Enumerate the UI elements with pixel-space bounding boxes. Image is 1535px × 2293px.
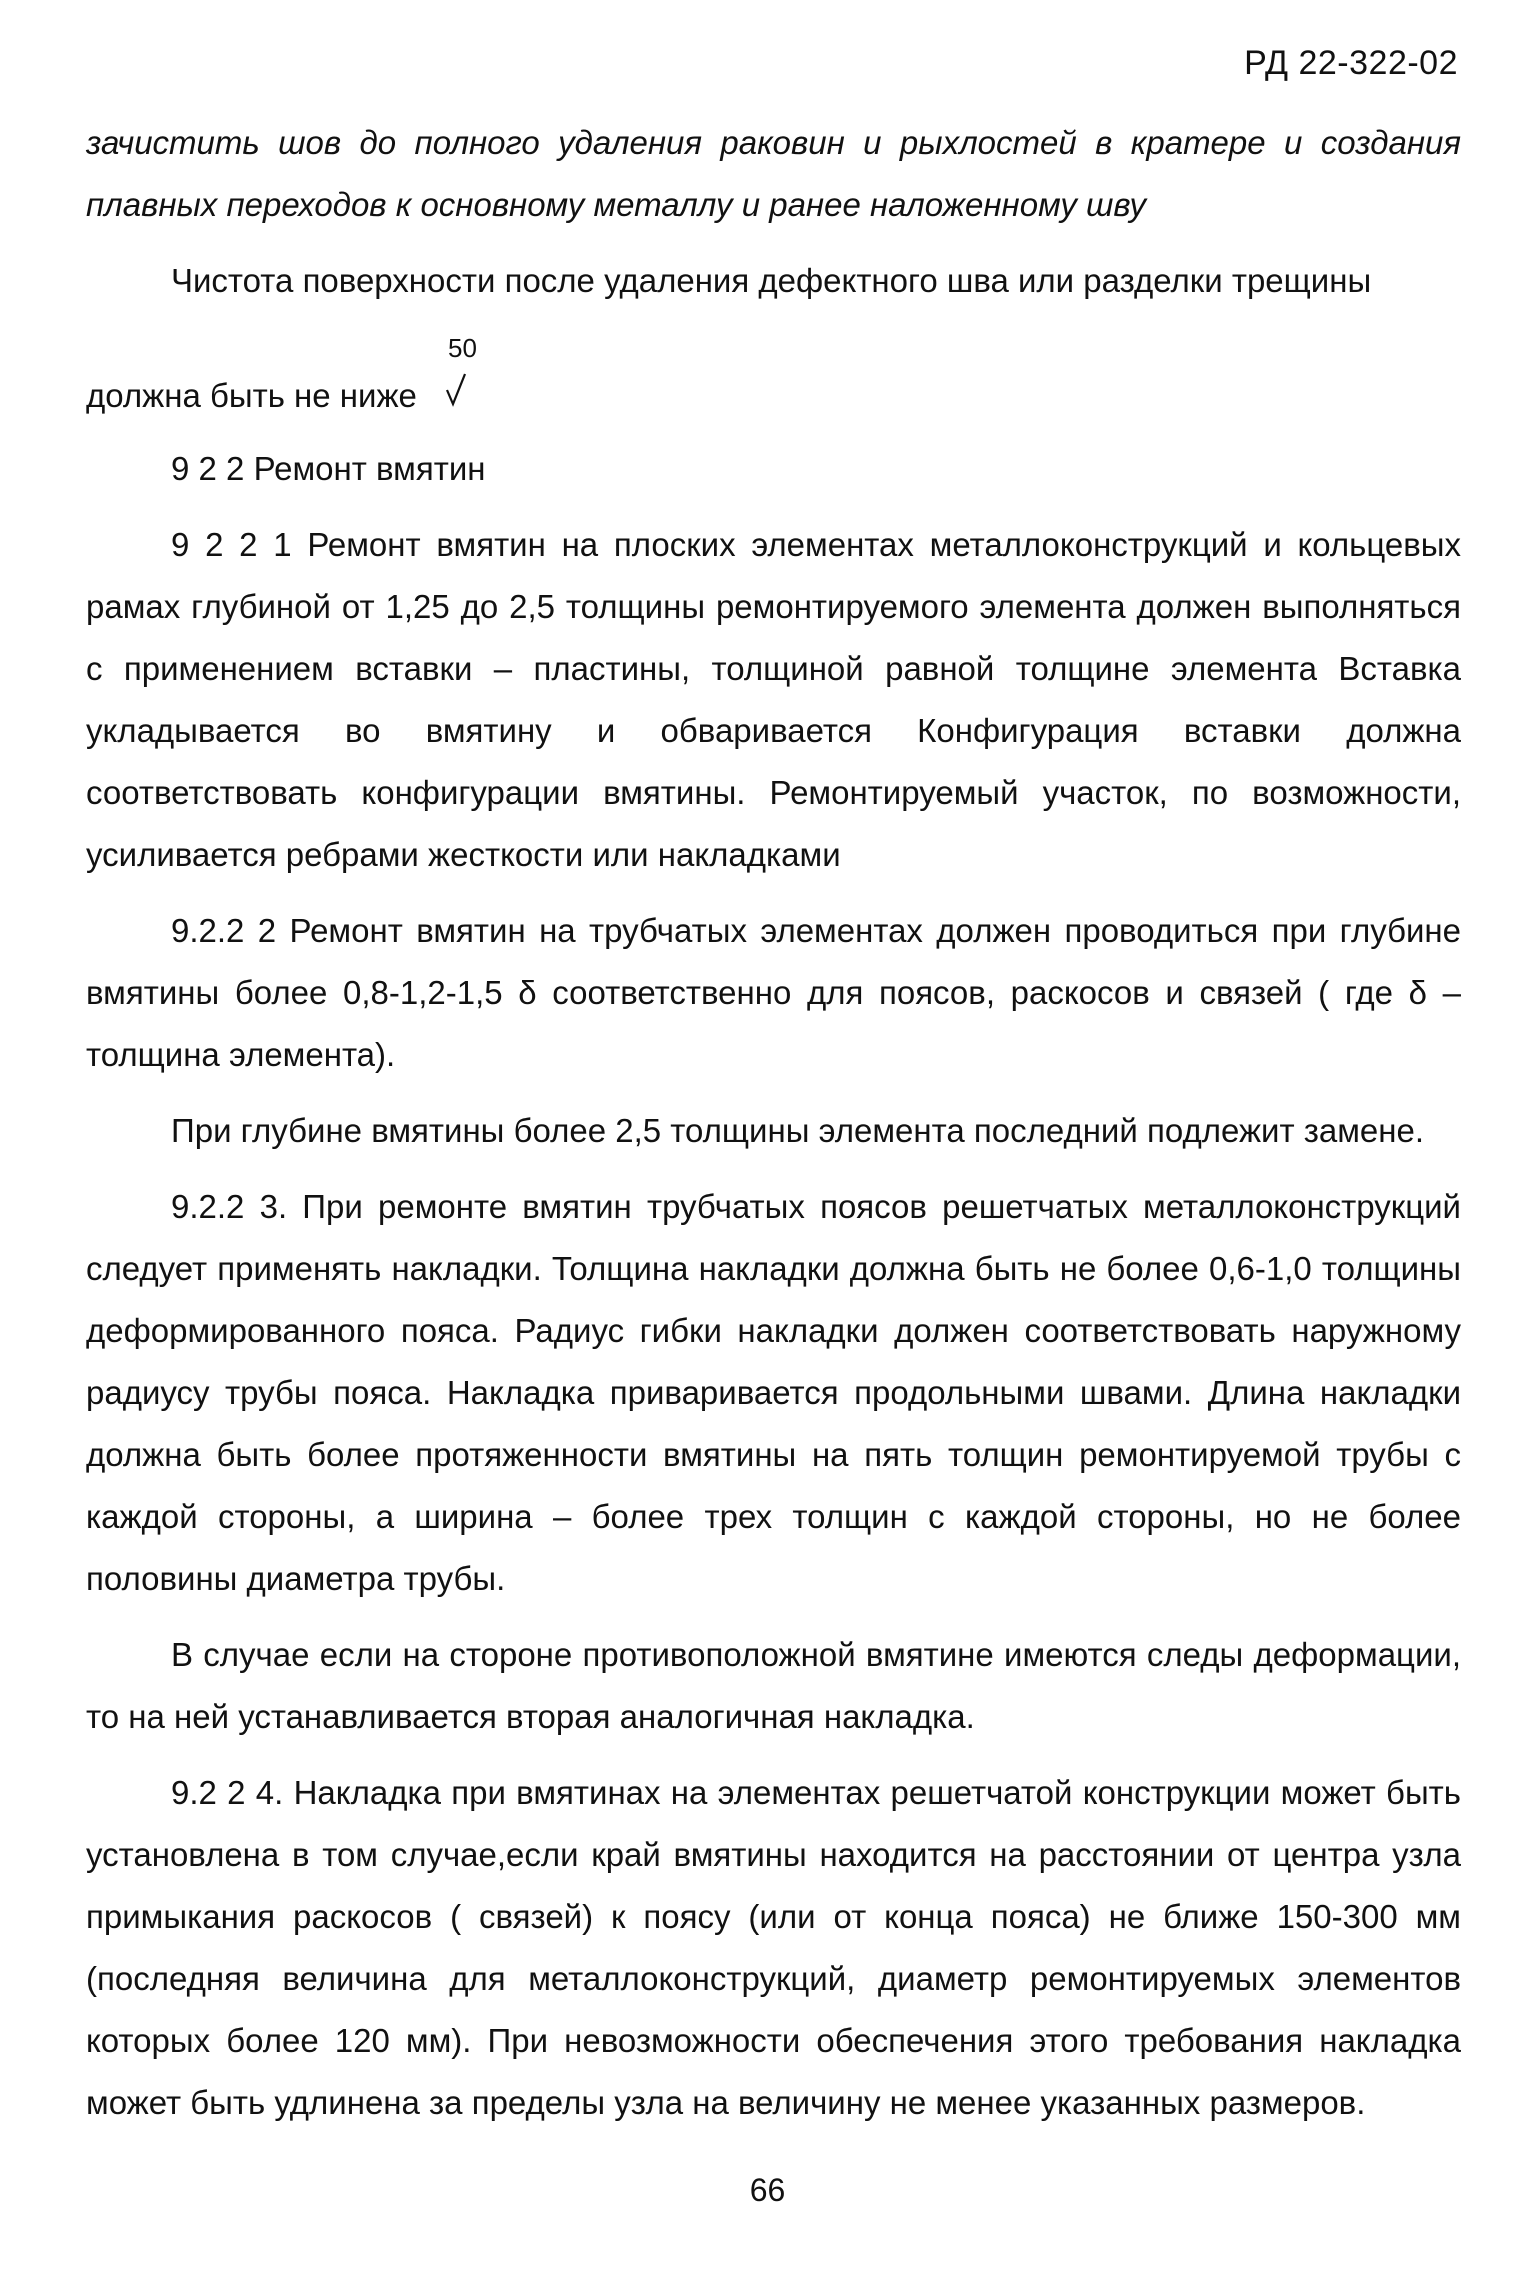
paragraph-9-2-2-3: 9.2.2 3. При ремонте вмятин трубчатых поясов решетчатых металлоконструкций следует применять накладки. Толщина накладки должна быть не более 0,6-1,0 толщины деформированного пояса. Радиус гибки накладки должен соответствовать наружному радиусу трубы пояса. Накладка приваривается продольными швами. Длина накладки должна быть более протяженности вмятины на пять толщин ремонтируемой трубы с каждой стороны, а ширина – более трех толщин с каждой стороны, но не более половины диаметра трубы. bbox=[86, 1188, 1461, 1597]
paragraph-second-plate: В случае если на стороне противоположной вмятине имеются следы деформации, то на ней устанавливается вторая аналогичная накладка. bbox=[86, 1636, 1461, 1735]
paragraph-surface-quality: Чистота поверхности после удаления дефектного шва или разделки трещины bbox=[171, 262, 1372, 299]
section-heading-dent-repair: 9 2 2 Ремонт вмятин bbox=[171, 450, 486, 487]
roughness-check-icon bbox=[444, 372, 468, 408]
paragraph-9-2-2-4: 9.2 2 4. Накладка при вмятинах на элементах решетчатой конструкции может быть установлена в том случае,если край вмятины находится на расстоянии от центра узла примыкания раскосов ( связей) к поясу (или от конца пояса) не ближе 150-300 мм (последняя величина для металлоконструкций, диаметр ремонтируемых элементов которых более 120 мм). При невозможности обеспечения этого требования накладка может быть удлинена за пределы узла на величину не менее указанных размеров. bbox=[86, 1774, 1461, 2121]
roughness-requirement-text: должна быть не ниже bbox=[86, 377, 417, 414]
roughness-symbol bbox=[444, 334, 484, 414]
roughness-value: 50 bbox=[448, 333, 477, 363]
paragraph-weld-cleaning: зачистить шов до полного удаления раковин и рыхлостей в кратере и создания плавных переходов к основному металлу и ранее наложенному шву bbox=[86, 124, 1461, 223]
page-number: 66 bbox=[749, 2172, 786, 2208]
paragraph-9-2-2-1: 9 2 2 1 Ремонт вмятин на плоских элементах металлоконструкций и кольцевых рамах глубиной от 1,25 до 2,5 толщины ремонтируемого элемента должен выполняться с применением вставки – пластины, толщиной равной толщине элемента Вставка укладывается во вмятину и обваривается Конфигурация вставки должна соответствовать конфигурации вмятины. Ремонтируемый участок, по возможности, усиливается ребрами жесткости или накладками bbox=[86, 526, 1461, 873]
paragraph-replacement: При глубине вмятины более 2,5 толщины элемента последний подлежит замене. bbox=[171, 1112, 1425, 1149]
document-code: РД 22-322-02 bbox=[1244, 44, 1458, 82]
document-body bbox=[86, 112, 1461, 2148]
paragraph-9-2-2-2: 9.2.2 2 Ремонт вмятин на трубчатых элементах должен проводиться при глубине вмятины более 0,8-1,2-1,5 δ соответственно для поясов, раскосов и связей ( где δ – толщина элемента). bbox=[86, 912, 1461, 1073]
roughness-requirement bbox=[86, 326, 1461, 426]
